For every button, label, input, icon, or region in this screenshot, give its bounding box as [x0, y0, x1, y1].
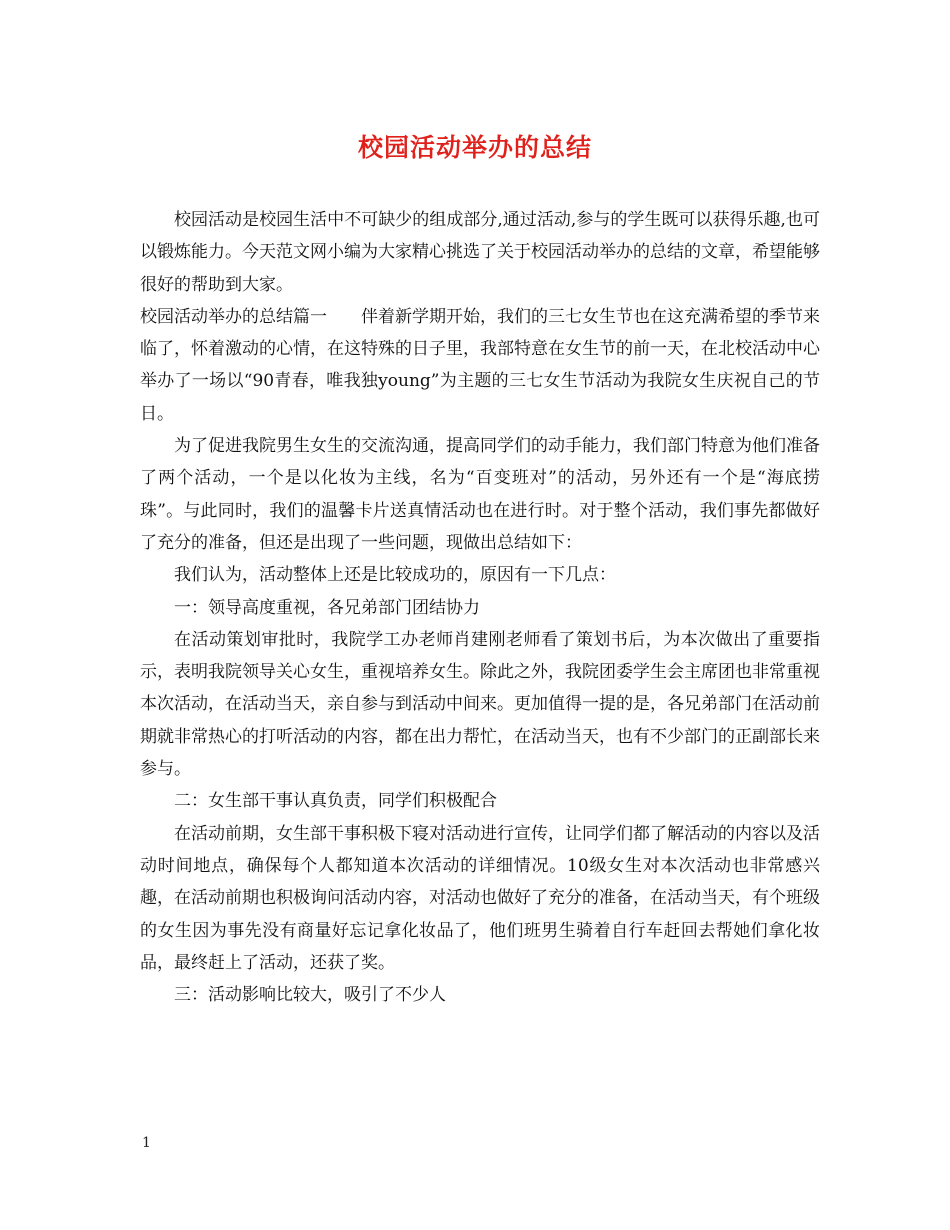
- paragraph-point-one: 在活动策划审批时，我院学工办老师肖建刚老师看了策划书后，为本次做出了重要指示，表明我院领导关心女生，重视培养女生。除此之外，我院团委学生会主席团也非常重视本次活动，在活动当天，亲自参与到活动中间来。更加值得一提的是，各兄弟部门在活动前期就非常热心的打听活动的内容，都在出力帮忙，在活动当天，也有不少部门的正副部长来参与。: [140, 629, 820, 780]
- page-number: 1: [142, 1135, 151, 1151]
- paragraph-point-two: 在活动前期，女生部干事积极下寝对活动进行宣传，让同学们都了解活动的内容以及活动时间地点，确保每个人都知道本次活动的详细情况。10级女生对本次活动也非常感兴趣，在活动前期也积极询问活动内容，对活动也做好了充分的准备，在活动当天，有个班级的女生因为事先没有商量好忘记拿化妆品了，他们班男生骑着自行车赶回去帮她们拿化妆品，最终赶上了活动，还获了奖。: [140, 823, 820, 973]
- heading-point-one: 一：领导高度重视，各兄弟部门团结协力: [174, 597, 480, 618]
- document-title: 校园活动举办的总结: [357, 133, 592, 162]
- heading-point-three: 三：活动影响比较大，吸引了不少人: [174, 985, 446, 1006]
- paragraph-activities: 为了促进我院男生女生的交流沟通，提高同学们的动手能力，我们部门特意为他们准备了两个活动，一个是以化妆为主线，名为“百变班对”的活动，另外还有一个是“海底捞珠”。与此同时，我们的温馨卡片送真情活动也在进行时。对于整个活动，我们事先都做好了充分的准备，但还是出现了一些问题，现做出总结如下：: [140, 436, 820, 553]
- document-body: [140, 204, 820, 1011]
- heading-point-two: 二：女生部干事认真负责，同学们积极配合: [174, 791, 497, 812]
- paragraph-intro: 校园活动是校园生活中不可缺少的组成部分,通过活动,参与的学生既可以获得乐趣,也可以锻炼能力。今天范文网小编为大家精心挑选了关于校园活动举办的总结的文章，希望能够很好的帮助到大家。: [140, 210, 820, 295]
- paragraph-part-one-opening: 校园活动举办的总结篇一 伴着新学期开始，我们的三七女生节也在这充满希望的季节来临了，怀着激动的心情，在这特殊的日子里，我部特意在女生节的前一天，在北校活动中心举办了一场以“90青春，唯我独young”为主题的三七女生节活动为我院女生庆祝自己的节日。: [140, 306, 820, 424]
- paragraph-reasons-intro: 我们认为，活动整体上还是比较成功的，原因有一下几点：: [174, 565, 616, 586]
